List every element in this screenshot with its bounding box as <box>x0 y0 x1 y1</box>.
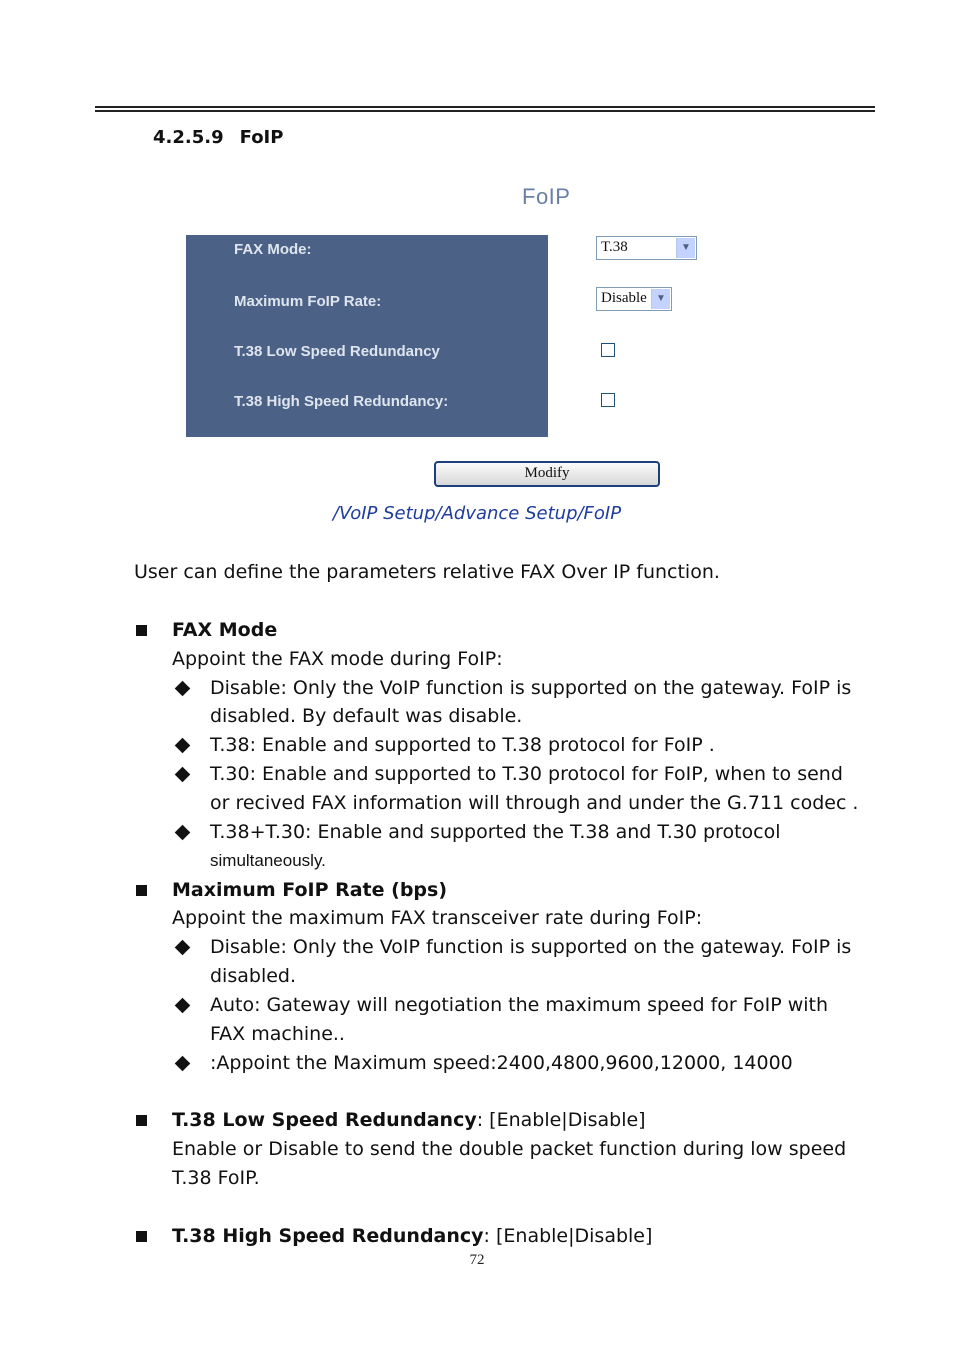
square-bullet-icon <box>136 1115 147 1126</box>
section-heading <box>153 127 299 148</box>
section-title: FoIP <box>239 127 284 148</box>
high-redundancy-label: T.38 High Speed Redundancy: <box>234 393 449 410</box>
square-bullet-icon <box>136 625 147 636</box>
max-rate-select[interactable] <box>596 287 672 311</box>
high-red-options: : [Enable|Disable] <box>483 1225 653 1247</box>
diamond-bullet-icon <box>175 825 191 841</box>
fax-mode-select[interactable] <box>596 236 697 260</box>
fax-mode-item: T.38+T.30: Enable and supported the T.38 and T.30 protocol <box>210 821 781 843</box>
high-red-heading-line <box>172 1222 652 1251</box>
max-rate-item: Disable: Only the VoIP function is supported on the gateway. FoIP is <box>210 936 852 958</box>
max-rate-value: Disable <box>601 290 647 306</box>
page-number: 72 <box>469 1252 485 1268</box>
fax-mode-item-cont: or recived FAX information will through and under the G.711 codec . <box>210 792 859 814</box>
fax-mode-item: T.38: Enable and supported to T.38 protocol for FoIP . <box>210 734 715 756</box>
diamond-bullet-icon <box>175 738 191 754</box>
diamond-bullet-icon <box>175 998 191 1014</box>
max-rate-item: Auto: Gateway will negotiation the maximum speed for FoIP with <box>210 994 829 1016</box>
fax-mode-value: T.38 <box>601 239 628 255</box>
diamond-bullet-icon <box>175 767 191 783</box>
low-redundancy-checkbox[interactable] <box>601 343 615 357</box>
chevron-down-icon[interactable]: ▼ <box>676 238 695 258</box>
low-red-heading-line <box>172 1106 646 1135</box>
panel-title: FoIP <box>522 184 571 209</box>
max-rate-item: :Appoint the Maximum speed:2400,4800,9600,12000, 14000 <box>210 1052 793 1074</box>
top-rule-second <box>95 110 875 112</box>
max-rate-heading: Maximum FoIP Rate (bps) <box>172 879 448 901</box>
low-redundancy-label: T.38 Low Speed Redundancy <box>234 343 440 360</box>
diamond-bullet-icon <box>175 940 191 956</box>
max-rate-item-cont: FAX machine.. <box>210 1023 345 1045</box>
low-red-desc-cont: T.38 FoIP. <box>172 1167 260 1189</box>
high-red-heading: T.38 High Speed Redundancy <box>172 1225 484 1247</box>
chevron-down-icon[interactable]: ▼ <box>651 289 670 309</box>
max-rate-desc: Appoint the maximum FAX transceiver rate during FoIP: <box>172 907 703 929</box>
max-rate-label: Maximum FoIP Rate: <box>234 293 382 310</box>
fax-mode-item-cont: simultaneously. <box>210 851 326 870</box>
settings-panel <box>186 235 548 437</box>
intro-text: User can define the parameters relative FAX Over IP function. <box>134 561 720 583</box>
square-bullet-icon <box>136 1231 147 1242</box>
fax-mode-item: T.30: Enable and supported to T.30 protocol for FoIP, when to send <box>210 763 843 785</box>
diamond-bullet-icon <box>175 1056 191 1072</box>
max-rate-item-cont: disabled. <box>210 965 297 987</box>
fax-mode-heading: FAX Mode <box>172 619 278 641</box>
fax-mode-desc: Appoint the FAX mode during FoIP: <box>172 648 503 670</box>
diamond-bullet-icon <box>175 681 191 697</box>
low-red-desc: Enable or Disable to send the double packet function during low speed <box>172 1138 847 1160</box>
modify-button[interactable]: Modify <box>434 461 660 487</box>
high-redundancy-checkbox[interactable] <box>601 393 615 407</box>
square-bullet-icon <box>136 885 147 896</box>
top-rule <box>95 106 875 108</box>
fax-mode-item-cont: disabled. By default was disable. <box>210 705 523 727</box>
low-red-options: : [Enable|Disable] <box>476 1109 646 1131</box>
low-red-heading: T.38 Low Speed Redundancy <box>172 1109 477 1131</box>
figure-caption: /VoIP Setup/Advance Setup/FoIP <box>332 503 622 524</box>
fax-mode-item: Disable: Only the VoIP function is supported on the gateway. FoIP is <box>210 677 852 699</box>
section-number: 4.2.5.9 <box>153 127 224 148</box>
fax-mode-label: FAX Mode: <box>234 241 312 258</box>
